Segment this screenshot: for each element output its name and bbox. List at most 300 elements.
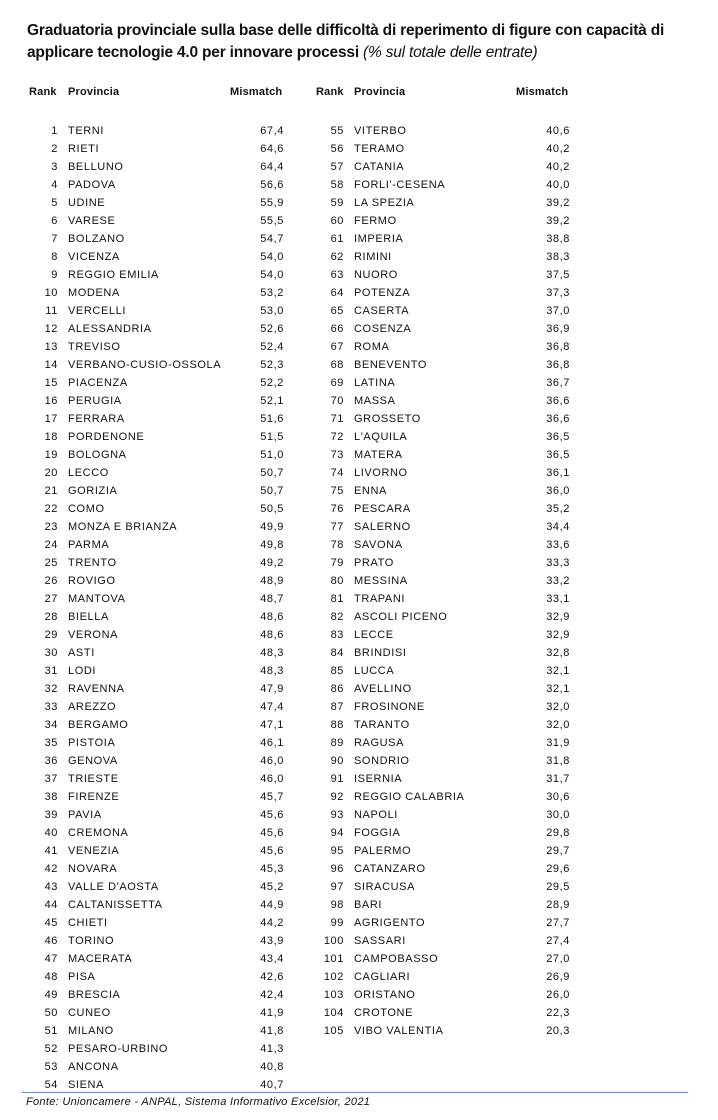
province-cell: GORIZIA bbox=[68, 485, 118, 497]
mismatch-cell: 54,0 bbox=[260, 251, 284, 263]
table-row bbox=[0, 446, 718, 464]
rank-cell: 22 bbox=[44, 503, 58, 515]
province-cell: SONDRIO bbox=[354, 755, 410, 767]
province-cell: TORINO bbox=[68, 935, 115, 947]
table-row bbox=[0, 1040, 718, 1058]
province-cell: MONZA E BRIANZA bbox=[68, 521, 178, 533]
mismatch-cell: 36,5 bbox=[546, 449, 570, 461]
province-cell: LODI bbox=[68, 665, 97, 677]
mismatch-cell: 33,3 bbox=[546, 557, 570, 569]
rank-cell: 101 bbox=[323, 953, 344, 965]
rank-cell: 62 bbox=[330, 251, 344, 263]
mismatch-cell: 50,7 bbox=[260, 485, 284, 497]
rank-cell: 26 bbox=[44, 575, 58, 587]
province-cell: BELLUNO bbox=[68, 161, 124, 173]
table-row bbox=[0, 824, 718, 842]
mismatch-cell: 55,5 bbox=[260, 215, 284, 227]
page-title bbox=[27, 20, 707, 64]
province-cell: RIETI bbox=[68, 143, 100, 155]
mismatch-cell: 52,6 bbox=[260, 323, 284, 335]
mismatch-cell: 36,9 bbox=[546, 323, 570, 335]
mismatch-cell: 53,0 bbox=[260, 305, 284, 317]
table-row bbox=[0, 608, 718, 626]
province-cell: VIBO VALENTIA bbox=[354, 1025, 444, 1037]
rank-cell: 42 bbox=[44, 863, 58, 875]
rank-cell: 105 bbox=[323, 1025, 344, 1037]
header-mismatch-left: Mismatch bbox=[230, 86, 283, 98]
rank-cell: 5 bbox=[51, 197, 58, 209]
rank-cell: 24 bbox=[44, 539, 58, 551]
rank-cell: 95 bbox=[330, 845, 344, 857]
province-cell: NUORO bbox=[354, 269, 398, 281]
table-row bbox=[0, 284, 718, 302]
province-cell: AREZZO bbox=[68, 701, 117, 713]
province-cell: CATANIA bbox=[354, 161, 405, 173]
table-row bbox=[0, 176, 718, 194]
province-cell: MILANO bbox=[68, 1025, 114, 1037]
rank-cell: 32 bbox=[44, 683, 58, 695]
mismatch-cell: 47,1 bbox=[260, 719, 284, 731]
province-cell: SIENA bbox=[68, 1079, 105, 1091]
rank-cell: 59 bbox=[330, 197, 344, 209]
rank-cell: 2 bbox=[51, 143, 58, 155]
rank-cell: 69 bbox=[330, 377, 344, 389]
table-row bbox=[0, 896, 718, 914]
mismatch-cell: 45,6 bbox=[260, 845, 284, 857]
mismatch-cell: 48,3 bbox=[260, 647, 284, 659]
mismatch-cell: 45,6 bbox=[260, 827, 284, 839]
province-cell: BENEVENTO bbox=[354, 359, 428, 371]
table-row bbox=[0, 968, 718, 986]
mismatch-cell: 36,8 bbox=[546, 341, 570, 353]
mismatch-cell: 46,0 bbox=[260, 755, 284, 767]
rank-cell: 72 bbox=[330, 431, 344, 443]
province-cell: IMPERIA bbox=[354, 233, 404, 245]
rank-cell: 25 bbox=[44, 557, 58, 569]
province-cell: BARI bbox=[354, 899, 383, 911]
rank-cell: 65 bbox=[330, 305, 344, 317]
rank-cell: 92 bbox=[330, 791, 344, 803]
mismatch-cell: 49,9 bbox=[260, 521, 284, 533]
province-cell: CASERTA bbox=[354, 305, 410, 317]
rank-cell: 70 bbox=[330, 395, 344, 407]
province-cell: L'AQUILA bbox=[354, 431, 408, 443]
mismatch-cell: 48,3 bbox=[260, 665, 284, 677]
mismatch-cell: 32,0 bbox=[546, 701, 570, 713]
rank-cell: 87 bbox=[330, 701, 344, 713]
mismatch-cell: 48,6 bbox=[260, 611, 284, 623]
table-row bbox=[0, 752, 718, 770]
province-cell: VITERBO bbox=[354, 125, 407, 137]
province-cell: PISA bbox=[68, 971, 96, 983]
province-cell: LA SPEZIA bbox=[354, 197, 415, 209]
province-cell: ROVIGO bbox=[68, 575, 116, 587]
mismatch-cell: 52,4 bbox=[260, 341, 284, 353]
rank-cell: 89 bbox=[330, 737, 344, 749]
province-cell: SASSARI bbox=[354, 935, 406, 947]
mismatch-cell: 40,8 bbox=[260, 1061, 284, 1073]
province-cell: ANCONA bbox=[68, 1061, 119, 1073]
mismatch-cell: 45,7 bbox=[260, 791, 284, 803]
rank-cell: 97 bbox=[330, 881, 344, 893]
rank-cell: 49 bbox=[44, 989, 58, 1001]
table-row bbox=[0, 518, 718, 536]
province-cell: TRIESTE bbox=[68, 773, 119, 785]
province-cell: TERAMO bbox=[354, 143, 405, 155]
province-cell: TRENTO bbox=[68, 557, 117, 569]
rank-cell: 10 bbox=[44, 287, 58, 299]
rank-cell: 13 bbox=[44, 341, 58, 353]
province-cell: BRESCIA bbox=[68, 989, 121, 1001]
table-row bbox=[0, 842, 718, 860]
table-row bbox=[0, 878, 718, 896]
mismatch-cell: 26,0 bbox=[546, 989, 570, 1001]
table-row bbox=[0, 428, 718, 446]
mismatch-cell: 28,9 bbox=[546, 899, 570, 911]
province-cell: COSENZA bbox=[354, 323, 412, 335]
province-cell: PORDENONE bbox=[68, 431, 145, 443]
mismatch-cell: 36,6 bbox=[546, 395, 570, 407]
province-cell: CATANZARO bbox=[354, 863, 426, 875]
province-cell: MODENA bbox=[68, 287, 120, 299]
mismatch-cell: 30,6 bbox=[546, 791, 570, 803]
rank-cell: 17 bbox=[44, 413, 58, 425]
mismatch-cell: 32,1 bbox=[546, 683, 570, 695]
province-cell: PISTOIA bbox=[68, 737, 116, 749]
province-cell: LATINA bbox=[354, 377, 396, 389]
mismatch-cell: 36,7 bbox=[546, 377, 570, 389]
province-cell: FOGGIA bbox=[354, 827, 401, 839]
rank-cell: 6 bbox=[51, 215, 58, 227]
rank-cell: 41 bbox=[44, 845, 58, 857]
province-cell: PIACENZA bbox=[68, 377, 128, 389]
province-cell: BOLOGNA bbox=[68, 449, 127, 461]
rank-cell: 46 bbox=[44, 935, 58, 947]
mismatch-cell: 43,9 bbox=[260, 935, 284, 947]
province-cell: RAVENNA bbox=[68, 683, 125, 695]
rank-cell: 58 bbox=[330, 179, 344, 191]
rank-cell: 104 bbox=[323, 1007, 344, 1019]
mismatch-cell: 50,5 bbox=[260, 503, 284, 515]
table-row bbox=[0, 590, 718, 608]
rank-cell: 21 bbox=[44, 485, 58, 497]
rank-cell: 79 bbox=[330, 557, 344, 569]
province-cell: LECCE bbox=[354, 629, 394, 641]
mismatch-cell: 34,4 bbox=[546, 521, 570, 533]
province-cell: VERBANO-CUSIO-OSSOLA bbox=[68, 359, 222, 371]
mismatch-cell: 43,4 bbox=[260, 953, 284, 965]
table-row bbox=[0, 392, 718, 410]
mismatch-cell: 29,5 bbox=[546, 881, 570, 893]
rank-cell: 50 bbox=[44, 1007, 58, 1019]
mismatch-cell: 31,8 bbox=[546, 755, 570, 767]
rank-cell: 29 bbox=[44, 629, 58, 641]
table-row bbox=[0, 932, 718, 950]
table-row bbox=[0, 374, 718, 392]
province-cell: GROSSETO bbox=[354, 413, 421, 425]
province-cell: CREMONA bbox=[68, 827, 129, 839]
header-province-right: Provincia bbox=[354, 86, 406, 98]
mismatch-cell: 33,2 bbox=[546, 575, 570, 587]
footer-divider bbox=[22, 1092, 688, 1093]
rank-cell: 14 bbox=[44, 359, 58, 371]
rank-cell: 27 bbox=[44, 593, 58, 605]
rank-cell: 39 bbox=[44, 809, 58, 821]
table-row bbox=[0, 1022, 718, 1040]
rank-cell: 31 bbox=[44, 665, 58, 677]
table-row bbox=[0, 1058, 718, 1076]
table-row bbox=[0, 716, 718, 734]
mismatch-cell: 27,7 bbox=[546, 917, 570, 929]
province-cell: PESCARA bbox=[354, 503, 411, 515]
province-cell: PARMA bbox=[68, 539, 110, 551]
rank-cell: 103 bbox=[323, 989, 344, 1001]
province-cell: ENNA bbox=[354, 485, 387, 497]
province-cell: FROSINONE bbox=[354, 701, 425, 713]
province-cell: FERMO bbox=[354, 215, 397, 227]
rank-cell: 30 bbox=[44, 647, 58, 659]
province-cell: TERNI bbox=[68, 125, 104, 137]
mismatch-cell: 51,0 bbox=[260, 449, 284, 461]
rank-cell: 53 bbox=[44, 1061, 58, 1073]
rank-cell: 1 bbox=[51, 125, 58, 137]
table-row bbox=[0, 914, 718, 932]
table-row bbox=[0, 230, 718, 248]
rank-cell: 9 bbox=[51, 269, 58, 281]
province-cell: ASTI bbox=[68, 647, 95, 659]
table-row bbox=[0, 770, 718, 788]
mismatch-cell: 40,0 bbox=[546, 179, 570, 191]
province-cell: CHIETI bbox=[68, 917, 108, 929]
header-rank-right: Rank bbox=[316, 86, 344, 98]
mismatch-cell: 40,6 bbox=[546, 125, 570, 137]
table-row bbox=[0, 860, 718, 878]
table-row bbox=[0, 356, 718, 374]
province-cell: BERGAMO bbox=[68, 719, 129, 731]
mismatch-cell: 49,8 bbox=[260, 539, 284, 551]
province-cell: FIRENZE bbox=[68, 791, 120, 803]
rank-cell: 90 bbox=[330, 755, 344, 767]
rank-cell: 34 bbox=[44, 719, 58, 731]
rank-cell: 71 bbox=[330, 413, 344, 425]
rank-cell: 40 bbox=[44, 827, 58, 839]
province-cell: TARANTO bbox=[354, 719, 410, 731]
rank-cell: 66 bbox=[330, 323, 344, 335]
province-cell: FORLI'-CESENA bbox=[354, 179, 446, 191]
rank-cell: 48 bbox=[44, 971, 58, 983]
mismatch-cell: 44,2 bbox=[260, 917, 284, 929]
province-cell: TREVISO bbox=[68, 341, 121, 353]
rank-cell: 51 bbox=[44, 1025, 58, 1037]
rank-cell: 54 bbox=[44, 1079, 58, 1091]
province-cell: PALERMO bbox=[354, 845, 412, 857]
mismatch-cell: 33,6 bbox=[546, 539, 570, 551]
province-cell: CUNEO bbox=[68, 1007, 111, 1019]
province-cell: MESSINA bbox=[354, 575, 408, 587]
mismatch-cell: 49,2 bbox=[260, 557, 284, 569]
province-cell: RAGUSA bbox=[354, 737, 405, 749]
rank-cell: 78 bbox=[330, 539, 344, 551]
table-row bbox=[0, 194, 718, 212]
rank-cell: 12 bbox=[44, 323, 58, 335]
mismatch-cell: 41,3 bbox=[260, 1043, 284, 1055]
mismatch-cell: 39,2 bbox=[546, 215, 570, 227]
province-cell: NOVARA bbox=[68, 863, 118, 875]
table-row bbox=[0, 302, 718, 320]
rank-cell: 63 bbox=[330, 269, 344, 281]
rank-cell: 94 bbox=[330, 827, 344, 839]
province-cell: VENEZIA bbox=[68, 845, 120, 857]
rank-cell: 16 bbox=[44, 395, 58, 407]
province-cell: VARESE bbox=[68, 215, 116, 227]
rank-cell: 76 bbox=[330, 503, 344, 515]
province-cell: PRATO bbox=[354, 557, 394, 569]
mismatch-cell: 48,7 bbox=[260, 593, 284, 605]
province-cell: AVELLINO bbox=[354, 683, 412, 695]
table-row bbox=[0, 662, 718, 680]
mismatch-cell: 30,0 bbox=[546, 809, 570, 821]
rank-cell: 100 bbox=[323, 935, 344, 947]
table-row bbox=[0, 644, 718, 662]
rank-cell: 68 bbox=[330, 359, 344, 371]
rank-cell: 45 bbox=[44, 917, 58, 929]
title-subtitle: (% sul totale delle entrate) bbox=[363, 44, 538, 61]
rank-cell: 8 bbox=[51, 251, 58, 263]
mismatch-cell: 45,2 bbox=[260, 881, 284, 893]
mismatch-cell: 40,2 bbox=[546, 143, 570, 155]
province-cell: LUCCA bbox=[354, 665, 395, 677]
table-row bbox=[0, 680, 718, 698]
header-province-left: Provincia bbox=[68, 86, 120, 98]
table-row bbox=[0, 500, 718, 518]
province-cell: BRINDISI bbox=[354, 647, 407, 659]
table-row bbox=[0, 464, 718, 482]
rank-cell: 20 bbox=[44, 467, 58, 479]
mismatch-cell: 44,9 bbox=[260, 899, 284, 911]
table-row bbox=[0, 572, 718, 590]
header-mismatch-right: Mismatch bbox=[516, 86, 569, 98]
rank-cell: 55 bbox=[330, 125, 344, 137]
mismatch-cell: 35,2 bbox=[546, 503, 570, 515]
mismatch-cell: 45,6 bbox=[260, 809, 284, 821]
table-row bbox=[0, 698, 718, 716]
province-cell: MATERA bbox=[354, 449, 403, 461]
mismatch-cell: 37,0 bbox=[546, 305, 570, 317]
table-row bbox=[0, 788, 718, 806]
mismatch-cell: 42,4 bbox=[260, 989, 284, 1001]
province-cell: COMO bbox=[68, 503, 105, 515]
mismatch-cell: 22,3 bbox=[546, 1007, 570, 1019]
mismatch-cell: 36,6 bbox=[546, 413, 570, 425]
mismatch-cell: 27,0 bbox=[546, 953, 570, 965]
province-cell: CAGLIARI bbox=[354, 971, 411, 983]
table-row bbox=[0, 122, 718, 140]
mismatch-cell: 29,6 bbox=[546, 863, 570, 875]
mismatch-cell: 37,3 bbox=[546, 287, 570, 299]
table-row bbox=[0, 626, 718, 644]
mismatch-cell: 48,6 bbox=[260, 629, 284, 641]
table-row bbox=[0, 986, 718, 1004]
province-cell: ROMA bbox=[354, 341, 390, 353]
table-row bbox=[0, 266, 718, 284]
table-row bbox=[0, 1004, 718, 1022]
mismatch-cell: 39,2 bbox=[546, 197, 570, 209]
rank-cell: 28 bbox=[44, 611, 58, 623]
rank-cell: 23 bbox=[44, 521, 58, 533]
table-row bbox=[0, 734, 718, 752]
province-cell: VICENZA bbox=[68, 251, 120, 263]
mismatch-cell: 47,4 bbox=[260, 701, 284, 713]
mismatch-cell: 52,1 bbox=[260, 395, 284, 407]
province-cell: SALERNO bbox=[354, 521, 411, 533]
rank-cell: 47 bbox=[44, 953, 58, 965]
mismatch-cell: 36,0 bbox=[546, 485, 570, 497]
rank-cell: 96 bbox=[330, 863, 344, 875]
province-cell: SIRACUSA bbox=[354, 881, 416, 893]
province-cell: ORISTANO bbox=[354, 989, 416, 1001]
mismatch-cell: 41,9 bbox=[260, 1007, 284, 1019]
province-cell: PESARO-URBINO bbox=[68, 1043, 169, 1055]
mismatch-cell: 51,6 bbox=[260, 413, 284, 425]
mismatch-cell: 50,7 bbox=[260, 467, 284, 479]
mismatch-cell: 53,2 bbox=[260, 287, 284, 299]
province-cell: VALLE D'AOSTA bbox=[68, 881, 159, 893]
rank-cell: 64 bbox=[330, 287, 344, 299]
table-row bbox=[0, 536, 718, 554]
mismatch-cell: 36,1 bbox=[546, 467, 570, 479]
rank-cell: 74 bbox=[330, 467, 344, 479]
rank-cell: 82 bbox=[330, 611, 344, 623]
rank-cell: 3 bbox=[51, 161, 58, 173]
mismatch-cell: 32,9 bbox=[546, 611, 570, 623]
province-cell: MACERATA bbox=[68, 953, 133, 965]
rank-cell: 56 bbox=[330, 143, 344, 155]
rank-cell: 99 bbox=[330, 917, 344, 929]
rank-cell: 88 bbox=[330, 719, 344, 731]
province-cell: CROTONE bbox=[354, 1007, 414, 1019]
province-cell: ALESSANDRIA bbox=[68, 323, 152, 335]
rank-cell: 83 bbox=[330, 629, 344, 641]
rank-cell: 35 bbox=[44, 737, 58, 749]
mismatch-cell: 29,8 bbox=[546, 827, 570, 839]
province-cell: VERONA bbox=[68, 629, 119, 641]
mismatch-cell: 29,7 bbox=[546, 845, 570, 857]
mismatch-cell: 32,0 bbox=[546, 719, 570, 731]
rank-cell: 33 bbox=[44, 701, 58, 713]
mismatch-cell: 52,2 bbox=[260, 377, 284, 389]
mismatch-cell: 38,8 bbox=[546, 233, 570, 245]
table-row bbox=[0, 140, 718, 158]
rank-cell: 67 bbox=[330, 341, 344, 353]
province-cell: PADOVA bbox=[68, 179, 116, 191]
rank-cell: 57 bbox=[330, 161, 344, 173]
mismatch-cell: 64,4 bbox=[260, 161, 284, 173]
province-cell: REGGIO CALABRIA bbox=[354, 791, 465, 803]
mismatch-cell: 40,7 bbox=[260, 1079, 284, 1091]
rank-cell: 15 bbox=[44, 377, 58, 389]
rank-cell: 102 bbox=[323, 971, 344, 983]
province-cell: NAPOLI bbox=[354, 809, 398, 821]
rank-cell: 43 bbox=[44, 881, 58, 893]
province-cell: LIVORNO bbox=[354, 467, 408, 479]
mismatch-cell: 46,1 bbox=[260, 737, 284, 749]
mismatch-cell: 56,6 bbox=[260, 179, 284, 191]
province-cell: VERCELLI bbox=[68, 305, 126, 317]
rank-cell: 80 bbox=[330, 575, 344, 587]
header-rank-left: Rank bbox=[29, 86, 57, 98]
mismatch-cell: 54,7 bbox=[260, 233, 284, 245]
table-row bbox=[0, 554, 718, 572]
